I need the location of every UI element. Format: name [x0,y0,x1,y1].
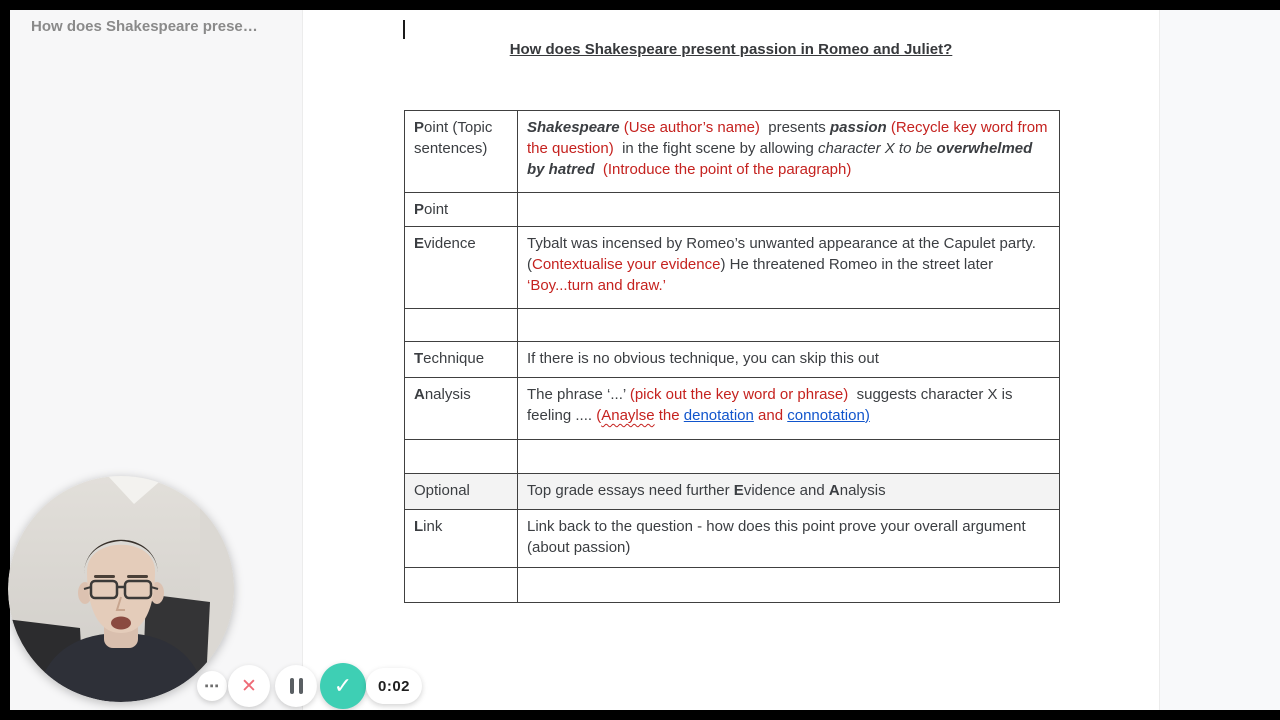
text-run: character X to be [818,140,937,157]
row-label-cell[interactable] [405,378,518,440]
row-content-cell[interactable] [518,309,1060,342]
cancel-recording-button[interactable] [228,665,270,707]
text-run: (Introduce the point of the paragraph) [602,161,852,178]
more-options-button[interactable] [197,671,227,701]
more-icon: ⋯ [204,677,220,695]
eyebrow-right [127,575,148,578]
document-page[interactable] [303,10,1160,710]
text-run: Shakespeare [527,119,620,136]
table-row [405,342,1060,378]
text-run: P [414,119,425,136]
table-row [405,568,1060,603]
webcam-bubble[interactable] [8,476,234,702]
table-row [405,111,1060,193]
finish-recording-button[interactable] [320,663,366,709]
text-run: ) He threatened Romeo in the street later [720,256,1002,273]
row-label-cell[interactable] [405,111,518,193]
text-run: vidence [424,235,476,252]
text-run: and [753,407,788,424]
text-run: A [828,482,840,499]
text-run [595,161,603,178]
text-run: presents [759,119,830,136]
text-run: A [414,386,425,403]
text-run: in the fight scene by allowing [613,140,819,157]
table-row [405,309,1060,342]
text-run: nalysis [839,482,886,499]
text-run: T [414,350,424,367]
webcam-video [8,476,234,702]
document-canvas [303,10,1280,710]
text-run: (Use author’s name) [623,119,760,136]
hyperlink[interactable]: connotation [787,407,865,424]
text-run: Optional [414,482,470,499]
text-run: overwhelmed by hatred [527,140,1037,178]
text-run: Link back to the question - how does this point prove your overall argument (about passion) [527,518,1030,556]
table-row [405,510,1060,568]
text-run: the [654,407,684,424]
pause-recording-button[interactable] [275,665,317,707]
text-run: E [414,235,425,252]
text-run: ( [596,407,602,424]
sidebar-doc-title: How does Shakespeare prese… [31,18,258,35]
table-row [405,378,1060,440]
row-content-cell[interactable] [518,193,1060,227]
text-run: oint [424,201,449,218]
eyebrow-left [94,575,115,578]
row-content-cell[interactable] [518,440,1060,474]
row-content-cell[interactable] [518,474,1060,510]
table-row [405,440,1060,474]
text-run: echnique [423,350,485,367]
text-run: P [414,201,425,218]
row-label-cell[interactable] [405,193,518,227]
pause-icon [290,678,303,694]
text-run: ink [423,518,443,535]
text-run: If there is no obvious technique, you can skip this out [527,350,879,367]
row-content-cell[interactable] [518,111,1060,193]
text-run: nalysis [424,386,471,403]
text-run: Anaylse [601,407,655,424]
text-run: The phrase ‘...’ [527,386,630,403]
text-run: vidence and [743,482,829,499]
text-cursor [403,20,405,39]
text-run: Contextualise your evidence [532,256,721,273]
row-content-cell[interactable] [518,378,1060,440]
text-run: oint (Topic sentences) [414,119,493,157]
text-run: Tybalt was incensed by Romeo’s unwanted appearance at the Capulet party. ( [527,235,1041,273]
row-label-cell[interactable] [405,474,518,510]
row-label-cell[interactable] [405,510,518,568]
mouth-open [111,617,131,630]
row-content-cell[interactable] [518,342,1060,378]
table-row [405,227,1060,309]
row-label-cell[interactable] [405,568,518,603]
row-content-cell[interactable] [518,510,1060,568]
hyperlink[interactable]: denotation [683,407,754,424]
essay-structure-table [404,110,1060,603]
text-run: ‘Boy...turn and draw.’ [527,277,666,294]
text-run: suggests character X is feeling .... [527,386,1017,424]
table-row [405,193,1060,227]
text-run: passion [829,119,887,136]
row-label-cell[interactable] [405,227,518,309]
row-content-cell[interactable] [518,568,1060,603]
row-label-cell[interactable] [405,440,518,474]
close-icon: ✕ [241,675,257,697]
doc-title[interactable]: How does Shakespeare present passion in Romeo and Juliet? [509,41,953,58]
text-run: Top grade essays need further [527,482,734,499]
row-content-cell[interactable] [518,227,1060,309]
text-run: (pick out the key word or phrase) [629,386,849,403]
text-run: (Recycle key word from the question) [527,119,1052,157]
table-row [405,474,1060,510]
text-run: L [414,518,424,535]
row-label-cell[interactable] [405,309,518,342]
check-icon: ✓ [333,673,353,698]
recording-timer: 0:02 [366,668,422,704]
hyperlink[interactable]: ) [864,407,870,424]
row-label-cell[interactable] [405,342,518,378]
text-run: E [733,482,744,499]
canvas-gutter [1160,10,1280,710]
